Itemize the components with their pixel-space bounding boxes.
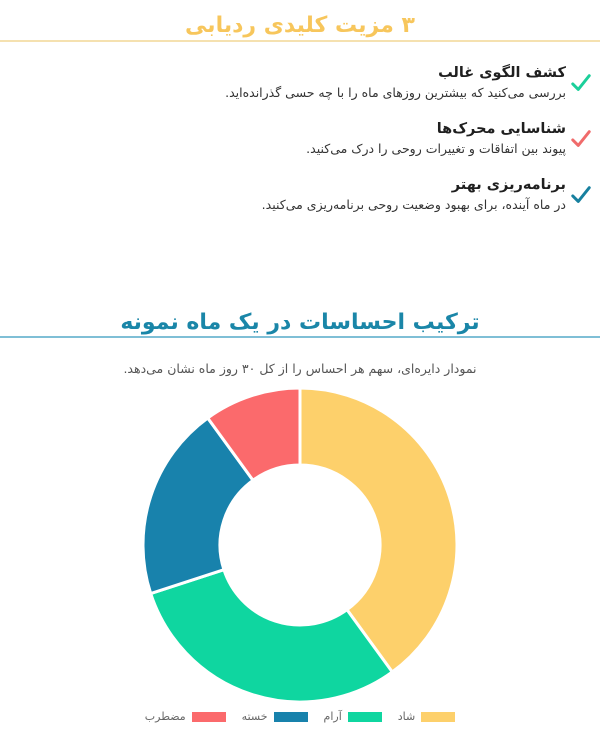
legend-item-tired[interactable]: [242, 710, 308, 723]
chart-segment[interactable]: [151, 570, 393, 702]
legend-label: آرام: [323, 710, 342, 723]
benefit-title: شناسایی محرک‌ها: [436, 121, 566, 137]
chart-subtitle: نمودار دایره‌ای، سهم هر احساس را از کل ۳۰ روز ماه نشان می‌دهد.: [123, 361, 477, 376]
benefit-text: در ماه آینده، برای بهبود وضعیت روحی برنامه‌ریزی می‌کنید.: [261, 197, 566, 212]
benefits-title: ۳ مزیت کلیدی ردیابی: [185, 13, 415, 38]
legend-item-anxious[interactable]: [145, 710, 226, 723]
legend-swatch: [421, 712, 455, 722]
legend-label: خسته: [241, 710, 268, 723]
check-icon: [570, 128, 592, 150]
benefit-text: بررسی می‌کنید که بیشترین روزهای ماه را با چه حسی گذرانده‌اید.: [225, 85, 566, 100]
check-icon: [570, 72, 592, 94]
legend-swatch: [348, 712, 382, 722]
benefit-title: کشف الگوی غالب: [438, 65, 566, 81]
legend-swatch: [192, 712, 226, 722]
chart-section-title: ترکیب احساسات در یک ماه نمونه: [120, 310, 480, 335]
check-icon: [570, 184, 592, 206]
chart-legend: [0, 710, 600, 723]
legend-label: مضطرب: [144, 710, 186, 723]
legend-item-calm[interactable]: [324, 710, 382, 723]
legend-swatch: [274, 712, 308, 722]
legend-item-happy[interactable]: [398, 710, 455, 723]
benefit-item: [14, 62, 594, 118]
benefits-divider: [0, 40, 600, 42]
doughnut-chart: [140, 385, 460, 705]
benefits-list: [14, 62, 594, 230]
benefit-item: [14, 174, 594, 230]
benefit-item: [14, 118, 594, 174]
doughnut-chart-svg: [140, 385, 460, 705]
chart-section-divider: [0, 336, 600, 338]
legend-label: شاد: [397, 710, 416, 723]
benefit-title: برنامه‌ریزی بهتر: [451, 177, 566, 193]
benefit-text: پیوند بین اتفاقات و تغییرات روحی را درک می‌کنید.: [306, 141, 566, 156]
